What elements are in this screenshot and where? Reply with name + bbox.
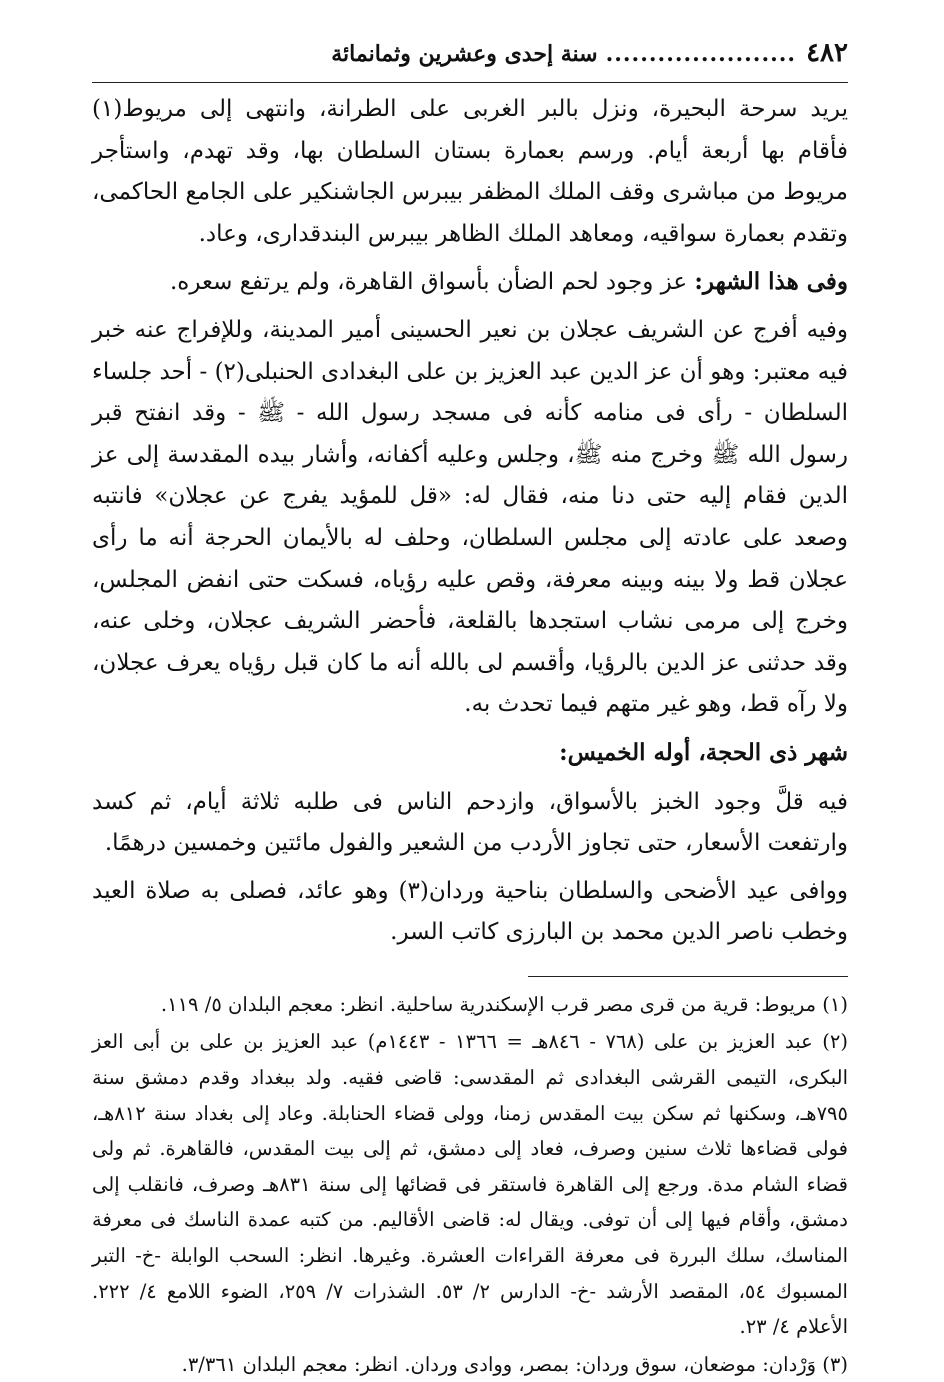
- footnote-3: (٣) وَرْدان: موضعان، سوق وردان: بمصر، ووادى وردان. انظر: معجم البلدان ٣/٣٦١.: [181, 1352, 848, 1376]
- footnotes: [92, 987, 848, 1382]
- paragraph-2: [92, 261, 848, 304]
- paragraph-3: وفيه أفرج عن الشريف عجلان بن نعير الحسينى أمير المدينة، وللإفراج عنه خبر فيه معتبر: وهو أن عز الدين عبد العزيز بن على البغدادى الحنبلى(٢) - أحد جلساء السلطان - رأى فى منامه كأنه فى مسجد رسول الله - ﷺ - وقد انفتح قبر رسول الله ﷺ وخرج منه ﷺ، وجلس وعليه أكفانه، وأشار بيده المقدسة إلى عز الدين فقام إليه حتى دنا منه، فقال له: «قل للمؤيد يفرج عن عجلان» فانتبه وصعد على عادته إلى مجلس السلطان، وحلف له بالأيمان الحرجة أنه ما رأى عجلان قط ولا بينه وبينه معرفة، وقص عليه رؤياه، فسكت حتى انفض المجلس، وخرج إلى مرمى نشاب استجدها بالقلعة، فأحضر الشريف عجلان، وخلى عنه، وقد حدثنى عز الدين بالرؤيا، وأقسم لى بالله أنه ما كان قبل رؤياه يعرف عجلان، ولا رآه قط، وهو غير متهم فيما تحدث به.: [92, 316, 849, 718]
- header-dots: ......................: [605, 41, 797, 67]
- main-text: [92, 89, 848, 954]
- running-head: [92, 38, 848, 83]
- header-title: سنة إحدى وعشرين وثمانمائة: [331, 41, 598, 67]
- paragraph-2-text: عز وجود لحم الضأن بأسواق القاهرة، ولم يرتفع سعره.: [170, 269, 695, 296]
- footnote-separator: [528, 976, 848, 977]
- footnote-1: (١) مريوط: قرية من قرى مصر قرب الإسكندرية ساحلية. انظر: معجم البلدان ٥/ ١١٩.: [160, 992, 848, 1016]
- month-heading: شهر ذى الحجة، أوله الخميس:: [559, 738, 848, 766]
- paragraph-4: فيه قلَّ وجود الخبز بالأسواق، وازدحم الناس فى طلبه ثلاثة أيام، ثم كسد وارتفعت الأسعار، حتى تجاوز الأردب من الشعير والفول مائتين وخمسين درهمًا.: [92, 788, 848, 857]
- paragraph-1: يريد سرحة البحيرة، ونزل بالبر الغربى على الطرانة، وانتهى إلى مريوط(١) فأقام بها أربعة أيام. ورسم بعمارة بستان السلطان بها، وقد تهدم، واستأجر مريوط من مباشرى وقف الملك المظفر بيبرس الجاشنكير على الجامع الحاكمى، وتقدم بعمارة سواقيه، ومعاهد الملك الظاهر بيبرس البندقدارى، وعاد.: [92, 96, 848, 247]
- footnote-2: (٢) عبد العزيز بن على (٧٦٨ - ٨٤٦هـ = ١٣٦٦ - ١٤٤٣م) عبد العزيز بن على بن أبى العز البكرى، التيمى القرشى البغدادى ثم المقدسى: قاضى فقيه. ولد ببغداد وقدم دمشق سنة ٧٩٥هـ، وسكنها ثم سكن بيت المقدس زمنا، وولى قضاء الحنابلة. وعاد إلى بغداد سنة ٨١٢هـ، فولى قضاءها ثلاث سنين وصرف، فعاد إلى دمشق، ثم إلى بيت المقدس، فالقاهرة. ثم ولى قضاء الشام مدة. ورجع إلى القاهرة فاستقر فى قضائها إلى سنة ٨٣١هـ وصرف، فانقلب إلى دمشق، وأقام فيها إلى أن توفى. ويقال له: قاضى الأقاليم. من كتبه عمدة الناسك فى معرفة المناسك، سلك البررة فى معرفة القراءات العشرة. وغيرها. انظر: السحب الوابلة -خ- التبر المسبوك ٥٤، المقصد الأرشد -خ- الدارس ٢/ ٥٣. الشذرات ٧/ ٢٥٩، الضوء اللامع ٤/ ٢٢٢. الأعلام ٤/ ٢٣.: [92, 1030, 848, 1339]
- page-number: ٤٨٢: [806, 38, 848, 68]
- paragraph-5: ووافى عيد الأضحى والسلطان بناحية وردان(٣) وهو عائد، فصلى به صلاة العيد وخطب ناصر الدين محمد بن البارزى كاتب السر.: [92, 877, 848, 946]
- paragraph-2-lead: وفى هذا الشهر:: [694, 268, 848, 296]
